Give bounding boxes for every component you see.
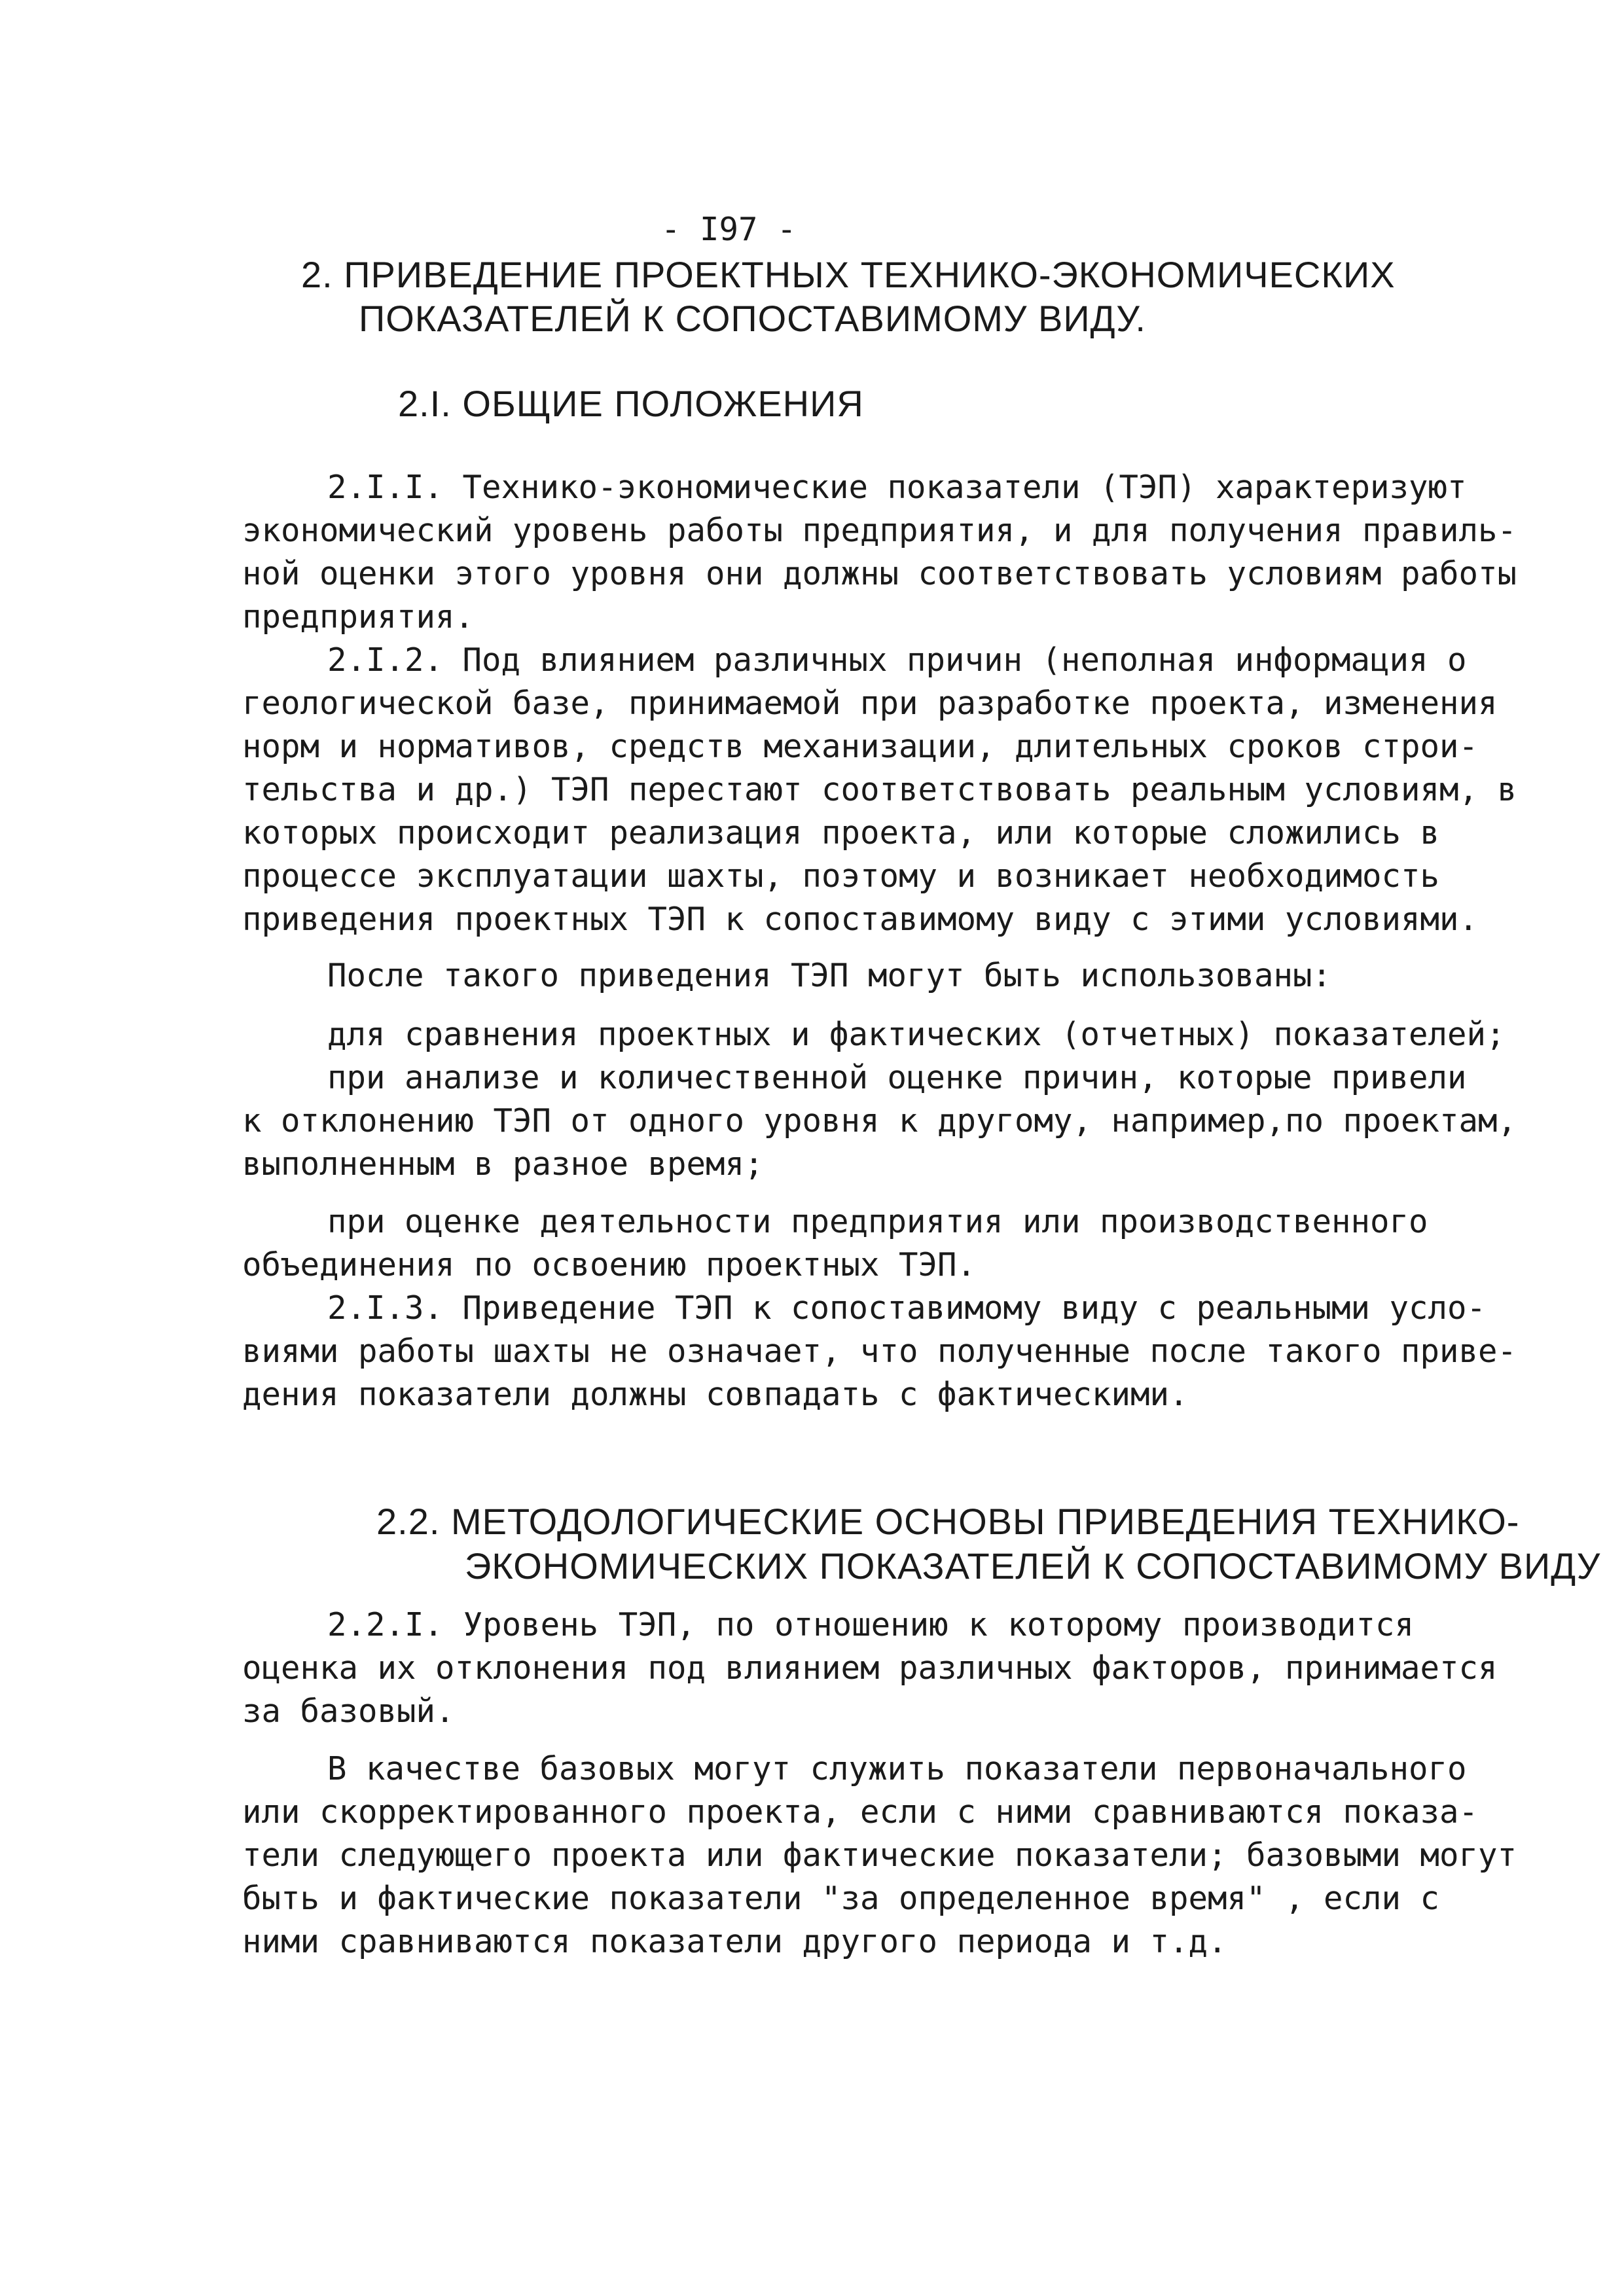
paragraph-line: дения показатели должны совпадать с фактическими. bbox=[242, 1376, 1189, 1413]
section-2-2-title-line-2: ЭКОНОМИЧЕСКИХ ПОКАЗАТЕЛЕЙ К СОПОСТАВИМОМУ ВИДУ bbox=[465, 1545, 1601, 1587]
page-number: - I97 - bbox=[661, 211, 797, 248]
paragraph-line: приведения проектных ТЭП к сопоставимому виду с этими условиями. bbox=[242, 901, 1479, 938]
paragraph-line: виями работы шахты не означает, что полученные после такого приве- bbox=[242, 1333, 1517, 1370]
paragraph-line: тели следующего проекта или фактические показатели; базовыми могут bbox=[242, 1837, 1517, 1874]
paragraph-line: 2.I.3. Приведение ТЭП к сопоставимому виду с реальными усло- bbox=[327, 1289, 1487, 1327]
paragraph-line: которых происходит реализация проекта, или которые сложились в bbox=[242, 814, 1440, 852]
list-item-line: выполненным в разное время; bbox=[242, 1145, 764, 1183]
paragraph-line: ними сравниваются показатели другого периода и т.д. bbox=[242, 1923, 1227, 1960]
section-2-2-title-line-1: 2.2. МЕТОДОЛОГИЧЕСКИЕ ОСНОВЫ ПРИВЕДЕНИЯ ТЕХНИКО- bbox=[376, 1501, 1520, 1542]
list-item-line: для сравнения проектных и фактических (отчетных) показателей; bbox=[327, 1016, 1506, 1053]
paragraph-line: оценка их отклонения под влиянием различных факторов, принимается bbox=[242, 1649, 1498, 1687]
list-item-line: объединения по освоению проектных ТЭП. bbox=[242, 1246, 977, 1283]
paragraph-line: предприятия. bbox=[242, 598, 475, 636]
paragraph-line: норм и нормативов, средств механизации, длительных сроков строи- bbox=[242, 728, 1479, 765]
paragraph-line: В качестве базовых могут служить показатели первоначального bbox=[327, 1750, 1467, 1787]
paragraph-line: 2.2.I. Уровень ТЭП, по отношению к которому производится bbox=[327, 1606, 1414, 1643]
section-2-title-line-1: 2. ПРИВЕДЕНИЕ ПРОЕКТНЫХ ТЕХНИКО-ЭКОНОМИЧЕСКИХ bbox=[301, 254, 1396, 295]
list-item-line: при оценке деятельности предприятия или производственного bbox=[327, 1203, 1428, 1240]
paragraph-line: за базовый. bbox=[242, 1693, 455, 1730]
paragraph-line: геологической базе, принимаемой при разработке проекта, изменения bbox=[242, 685, 1498, 722]
paragraph-line: ной оценки этого уровня они должны соответствовать условиям работы bbox=[242, 555, 1517, 592]
paragraph-line: экономический уровень работы предприятия, и для получения правиль- bbox=[242, 512, 1517, 549]
paragraph-line: 2.I.2. Под влиянием различных причин (неполная информация о bbox=[327, 641, 1467, 679]
paragraph-line: быть и фактические показатели "за определенное время" , если с bbox=[242, 1880, 1440, 1917]
paragraph-line: процессе эксплуатации шахты, поэтому и возникает необходимость bbox=[242, 857, 1440, 895]
section-2-1-title: 2.I. ОБЩИЕ ПОЛОЖЕНИЯ bbox=[398, 383, 864, 424]
paragraph-line: тельства и др.) ТЭП перестают соответствовать реальным условиям, в bbox=[242, 771, 1517, 808]
list-item-line: при анализе и количественной оценке причин, которые привели bbox=[327, 1059, 1467, 1096]
section-2-title-line-2: ПОКАЗАТЕЛЕЙ К СОПОСТАВИМОМУ ВИДУ. bbox=[359, 298, 1146, 339]
list-item-line: к отклонению ТЭП от одного уровня к другому, например,по проектам, bbox=[242, 1102, 1517, 1139]
paragraph-line: После такого приведения ТЭП могут быть использованы: bbox=[327, 957, 1332, 994]
paragraph-line: или скорректированного проекта, если с ними сравниваются показа- bbox=[242, 1793, 1479, 1831]
paragraph-line: 2.I.I. Технико-экономические показатели (ТЭП) характеризуют bbox=[327, 469, 1467, 506]
